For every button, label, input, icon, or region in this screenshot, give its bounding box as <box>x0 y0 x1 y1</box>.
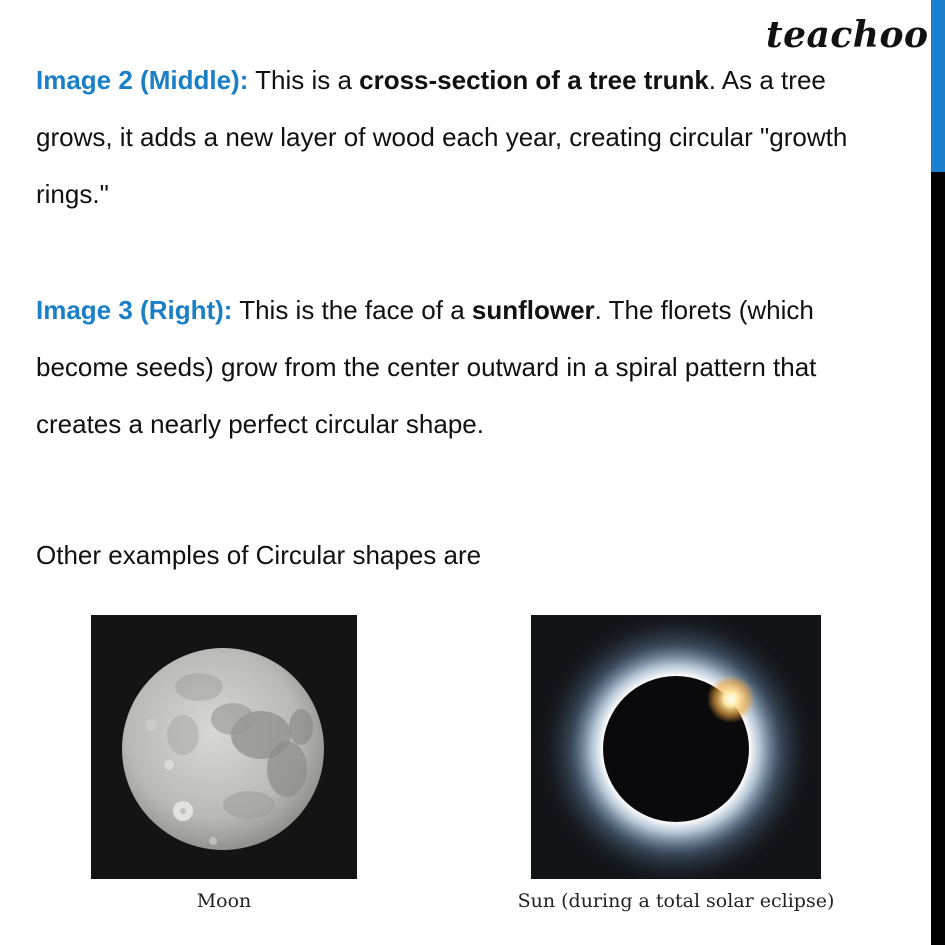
image-2-text-before: This is a <box>248 65 360 95</box>
teachoo-logo: teachoo <box>766 14 929 56</box>
paragraph-image-3 <box>36 282 906 453</box>
moon-photo <box>91 615 357 879</box>
image-2-bold-text: cross-section of a tree trunk <box>359 65 709 95</box>
other-examples-text: Other examples of Circular shapes are <box>36 540 482 570</box>
image-3-text-before: This is the face of a <box>232 295 472 325</box>
paragraph-image-2 <box>36 52 906 223</box>
image-2-text-after: . As a tree grows, it adds a new layer of wood each year, creating circular "growth rings." <box>36 65 848 209</box>
image-2-label: Image 2 (Middle): <box>36 65 249 95</box>
solar-eclipse-icon <box>531 615 821 879</box>
solar-eclipse-caption: Sun (during a total solar eclipse) <box>517 890 835 912</box>
image-3-bold-text: sunflower <box>471 295 595 325</box>
image-3-label: Image 3 (Right): <box>36 295 233 325</box>
solar-eclipse-photo <box>531 615 821 879</box>
side-accent-bar-highlight <box>931 0 945 172</box>
moon-caption: Moon <box>196 890 252 912</box>
image-3-text-after: . The florets (which become seeds) grow from the center outward in a spiral pattern that creates a nearly perfect circular shape. <box>36 295 817 439</box>
moon-icon <box>91 615 357 879</box>
